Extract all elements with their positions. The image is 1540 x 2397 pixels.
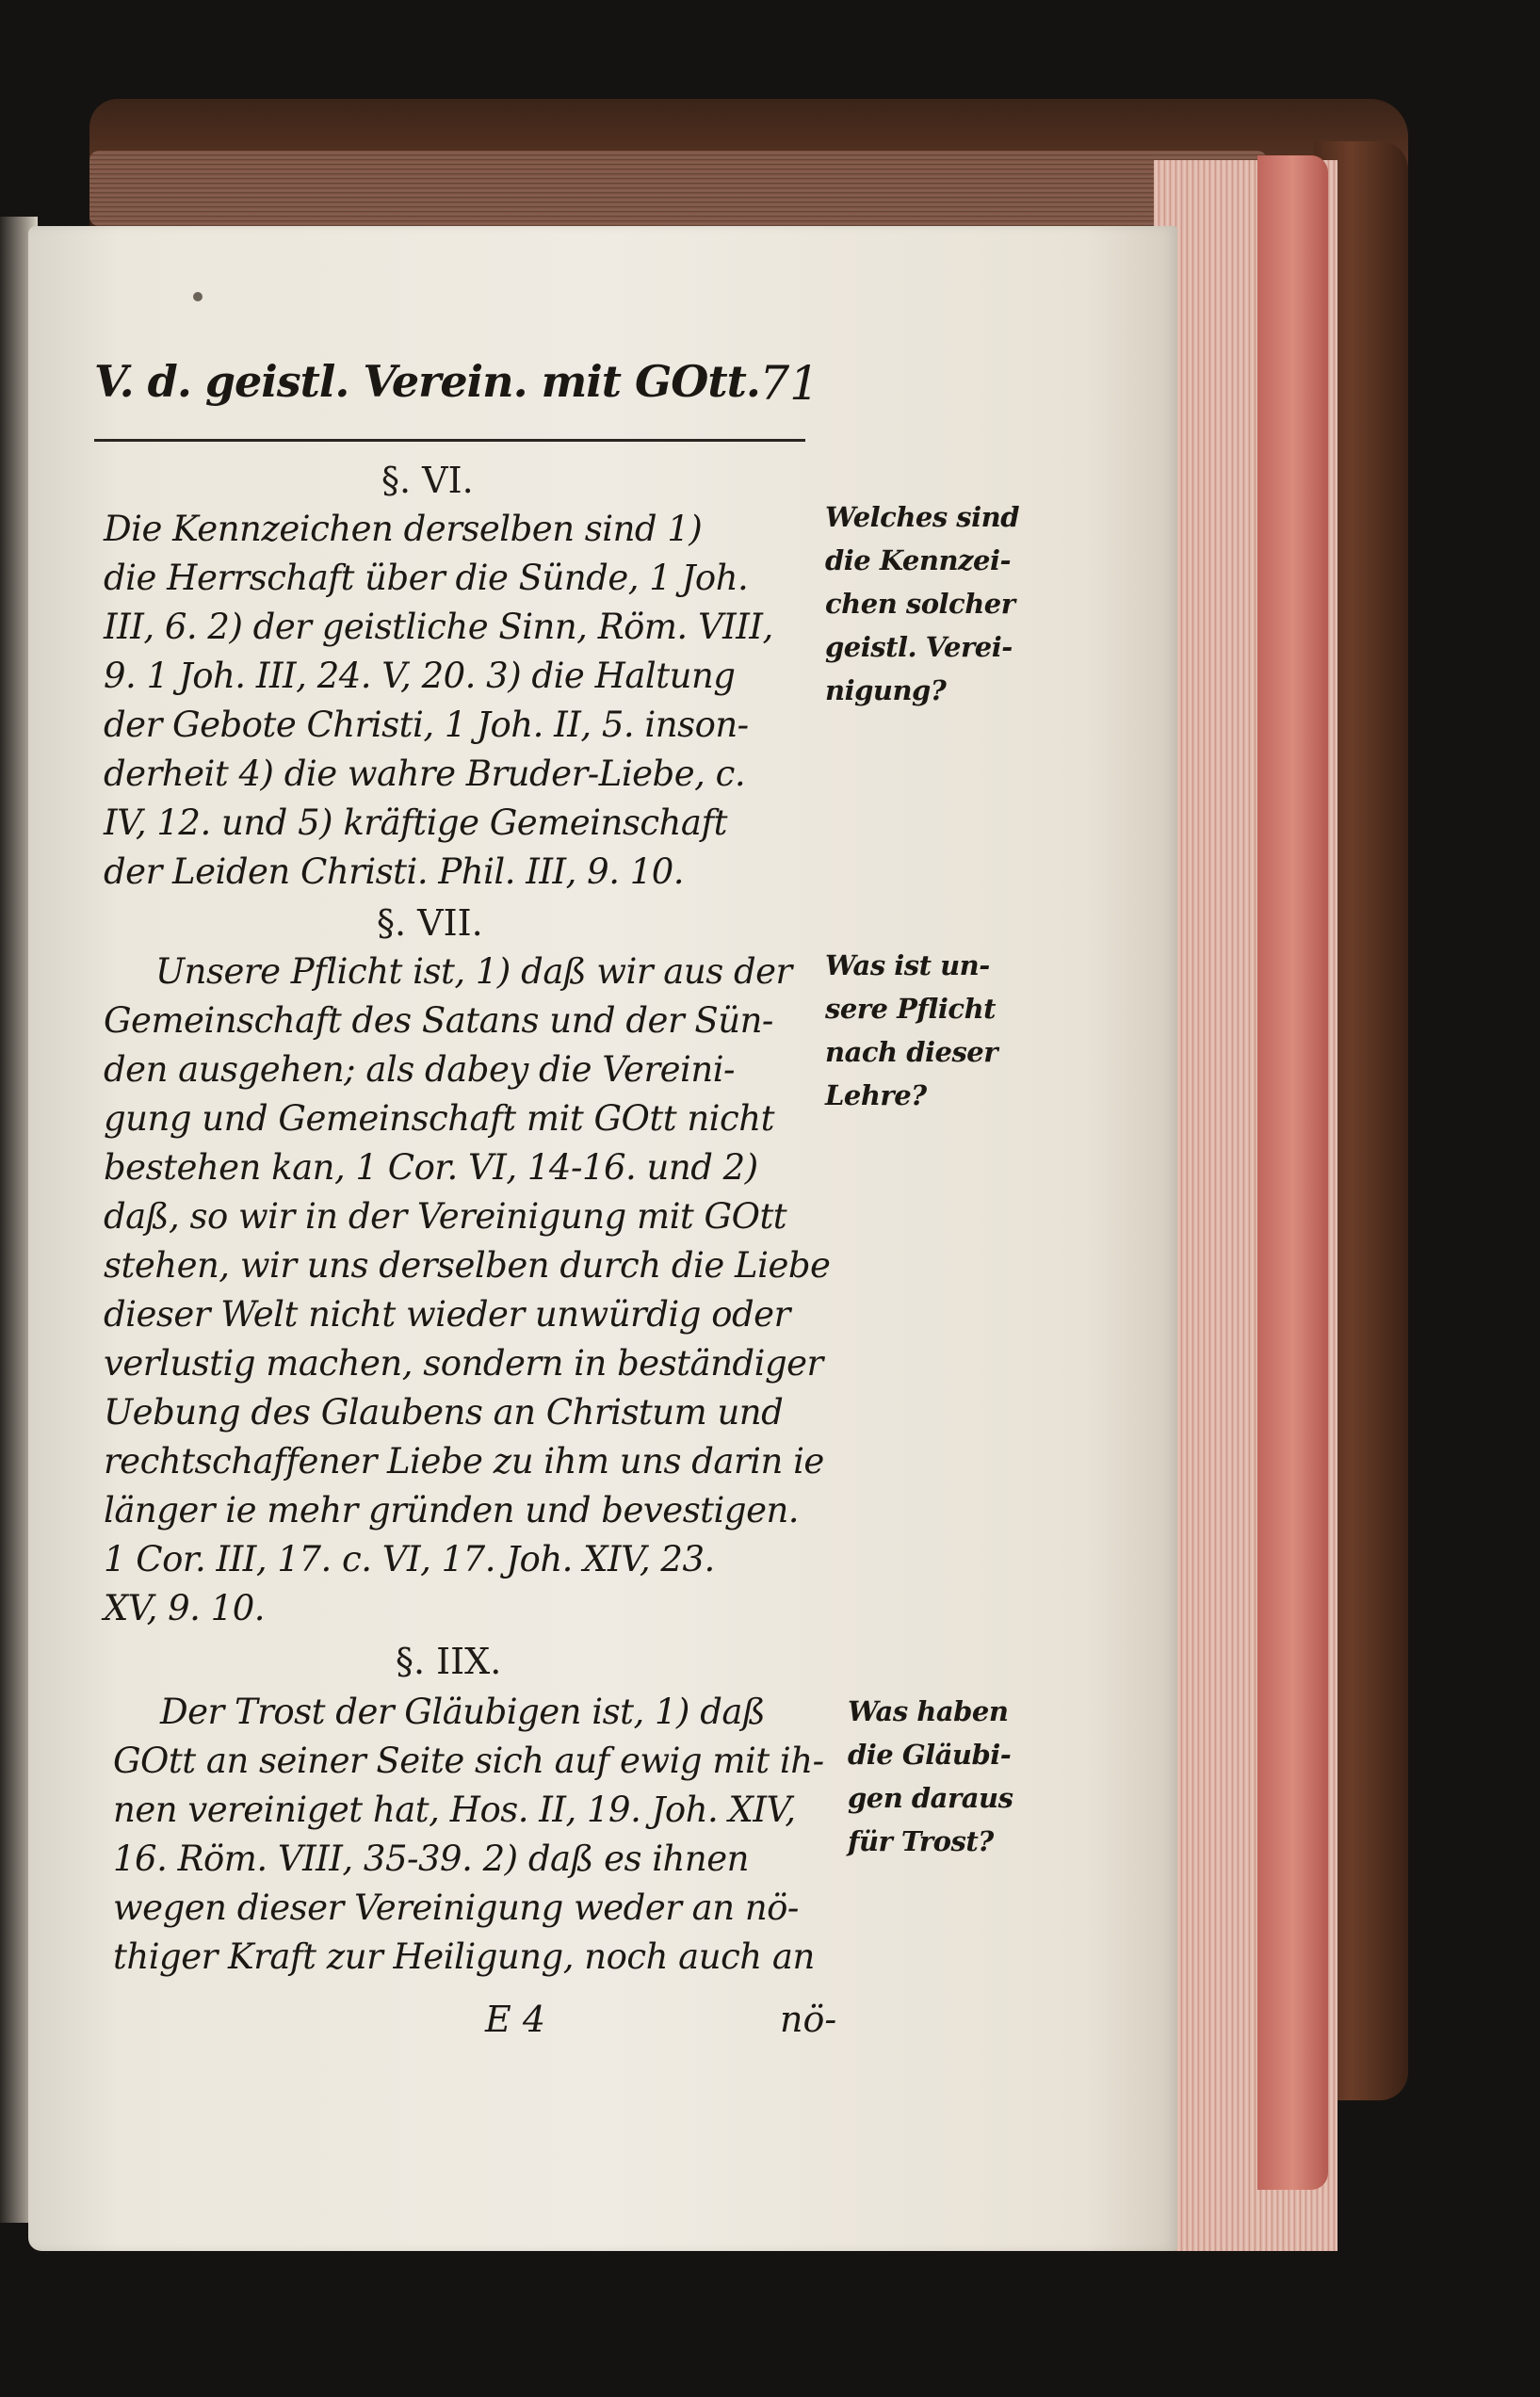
margin-note-line: die Gläubi- <box>848 1739 1012 1771</box>
margin-note-line: sere Pflicht <box>825 993 997 1025</box>
running-head <box>94 356 819 422</box>
margin-note-line: für Trost? <box>848 1825 994 1857</box>
margin-note-line: Was haben <box>848 1695 1009 1727</box>
text-line: Gemeinschaft des Satans und der Sün- <box>104 1000 773 1041</box>
text-line: wegen dieser Vereinigung weder an nö- <box>113 1887 799 1928</box>
text-line: rechtschaffener Liebe zu ihm uns darin ie <box>104 1441 824 1482</box>
page-block-top-edge <box>89 151 1267 226</box>
text-line: Der Trost der Gläubigen ist, 1) daß <box>160 1692 766 1732</box>
text-line: der Leiden Christi. Phil. III, 9. 10. <box>104 851 685 892</box>
text-line: der Gebote Christi, 1 Joh. II, 5. inson- <box>104 705 749 745</box>
margin-note-line: gen daraus <box>848 1782 1013 1814</box>
margin-note-line: nigung? <box>825 674 947 706</box>
page-speck <box>193 292 203 301</box>
text-line: Unsere Pflicht ist, 1) daß wir aus der <box>155 951 792 992</box>
section-heading-iix: §. IIX. <box>396 1641 502 1682</box>
catchword: nö- <box>780 1999 837 2040</box>
margin-note-line: Welches sind <box>825 501 1019 533</box>
margin-note-line: Lehre? <box>825 1079 927 1111</box>
text-line: daß, so wir in der Vereinigung mit GOtt <box>104 1196 787 1237</box>
text-line: stehen, wir uns derselben durch die Liebe <box>104 1245 831 1286</box>
margin-note-line: nach dieser <box>825 1036 998 1068</box>
text-line: nen vereiniget hat, Hos. II, 19. Joh. XIV, <box>113 1790 796 1830</box>
section-heading-vi: §. VI. <box>381 460 474 501</box>
text-line: dieser Welt nicht wieder unwürdig oder <box>104 1294 790 1335</box>
margin-note-line: chen solcher <box>825 588 1015 620</box>
text-line: 1 Cor. III, 17. c. VI, 17. Joh. XIV, 23. <box>104 1539 715 1579</box>
text-line: Uebung des Glaubens an Christum und <box>104 1392 784 1433</box>
text-line: 16. Röm. VIII, 35-39. 2) daß es ihnen <box>113 1838 749 1879</box>
text-line: III, 6. 2) der geistliche Sinn, Röm. VIII, <box>104 607 773 647</box>
text-line: den ausgehen; als dabey die Vereini- <box>104 1049 736 1090</box>
text-line: derheit 4) die wahre Bruder-Liebe, c. <box>104 753 746 794</box>
text-line: länger ie mehr gründen und bevestigen. <box>104 1490 800 1531</box>
text-line: GOtt an seiner Seite sich auf ewig mit ih- <box>113 1741 824 1781</box>
header-rule <box>94 439 805 442</box>
section-heading-vii: §. VII. <box>377 902 483 944</box>
signature-mark: E 4 <box>485 1999 545 2040</box>
margin-note-line: die Kennzei- <box>825 544 1011 576</box>
text-line: verlustig machen, sondern in beständiger <box>104 1343 823 1384</box>
text-line: bestehen kan, 1 Cor. VI, 14-16. und 2) <box>104 1147 758 1188</box>
margin-note-line: Was ist un- <box>825 949 990 981</box>
running-head-title: V. d. geistl. Verein. mit GOtt. <box>94 356 760 407</box>
text-line: die Herrschaft über die Sünde, 1 Joh. <box>104 558 749 598</box>
red-fore-edge <box>1257 155 1328 2190</box>
margin-note-line: geistl. Verei- <box>825 631 1013 663</box>
page-number: 71 <box>759 356 819 411</box>
text-line: Die Kennzeichen derselben sind 1) <box>104 509 703 549</box>
text-line: XV, 9. 10. <box>104 1588 266 1628</box>
text-line: gung und Gemeinschaft mit GOtt nicht <box>104 1098 774 1139</box>
text-line: IV, 12. und 5) kräftige Gemeinschaft <box>104 802 728 843</box>
text-line: 9. 1 Joh. III, 24. V, 20. 3) die Haltung <box>104 656 736 696</box>
text-line: thiger Kraft zur Heiligung, noch auch an <box>113 1936 815 1977</box>
